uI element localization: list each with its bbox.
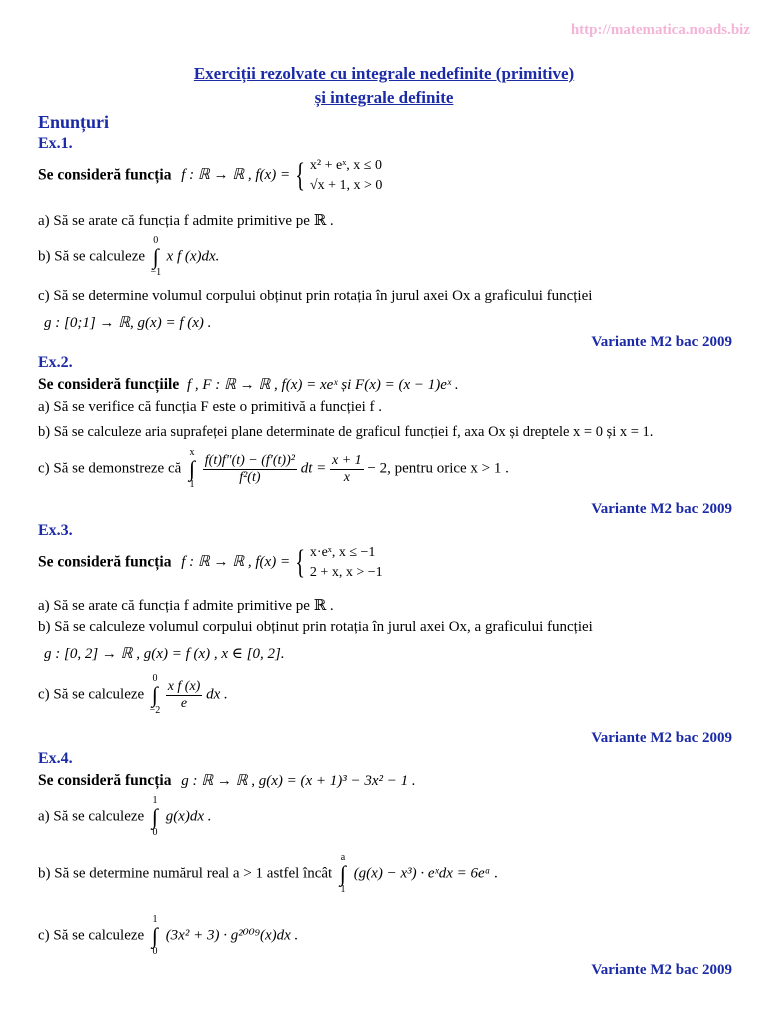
ex4-b-lower: 1 xyxy=(340,884,346,895)
ex2-c-upper: x xyxy=(189,447,195,458)
ex4-a-lower: 0 xyxy=(152,827,158,838)
ex4-b-pre: b) Să se determine numărul real a > 1 astfel încât xyxy=(38,865,333,882)
ex2-fdef: f , F : ℝ → ℝ , f(x) = xeˣ și F(x) = (x − 1)eˣ . xyxy=(186,377,459,393)
ex1-cases xyxy=(310,156,382,196)
ex1-variant: Variante M2 bac 2009 xyxy=(591,334,732,350)
ex1-label: Ex.1. xyxy=(38,135,73,152)
ex3-c-numerator: x f (x) xyxy=(167,678,201,694)
ex2-c-numerator2: x + 1 xyxy=(332,452,362,468)
ex3-lead: Se consideră funcția xyxy=(38,553,172,571)
ex1-lead: Se consideră funcția xyxy=(38,166,172,184)
ex1-b-upper: 0 xyxy=(153,235,159,246)
ex4-b-upper: a xyxy=(340,852,346,863)
ex2-c-fraction xyxy=(203,453,297,486)
ex3-c-lower: −2 xyxy=(149,705,161,716)
source-url[interactable]: http://matematica.noads.biz xyxy=(570,22,750,38)
ex4-label: Ex.4. xyxy=(38,750,73,767)
ex2-label: Ex.2. xyxy=(38,354,73,371)
ex3-variant: Variante M2 bac 2009 xyxy=(591,730,732,746)
ex1-fdef: f : ℝ → ℝ , f(x) = xyxy=(181,167,291,184)
ex4-statement xyxy=(38,771,416,790)
ex3-c-denominator: e xyxy=(180,695,188,711)
ex1-c2: g : [0;1] → ℝ, g(x) = f (x) . xyxy=(44,315,212,331)
ex4-c xyxy=(38,915,298,957)
ex2-statement xyxy=(38,375,459,394)
ex3-c-post: dx . xyxy=(206,686,228,703)
ex3-fdef: f : ℝ → ℝ , f(x) = xyxy=(181,554,291,571)
ex1-b-lower: −1 xyxy=(150,267,162,278)
integral-icon: a ∫ 1 xyxy=(336,853,350,895)
integral-icon: x ∫ 1 xyxy=(185,448,199,490)
integral-icon: 1 ∫ 0 xyxy=(148,915,162,957)
ex3-c-pre: c) Să se calculeze xyxy=(38,686,145,703)
ex4-fdef: g : ℝ → ℝ , g(x) = (x + 1)³ − 3x² − 1 . xyxy=(181,773,416,789)
ex3-cases xyxy=(310,543,383,583)
ex2-c-lower: 1 xyxy=(189,479,195,490)
ex2-c-denominator2: x xyxy=(343,469,350,485)
ex3-b1: b) Să se calculeze volumul corpului obținut prin rotația în jurul axei Ox, a graficului funcției xyxy=(38,619,593,635)
ex1-b-integrand: x f (x)dx. xyxy=(166,248,220,265)
ex4-c-upper: 1 xyxy=(152,914,158,925)
ex4-a xyxy=(38,796,212,838)
ex2-c-denominator: f²(t) xyxy=(239,469,261,485)
ex3-case2: 2 + x, x > −1 xyxy=(309,565,383,580)
ex4-a-integrand: g(x)dx . xyxy=(165,808,212,825)
brace-icon: { xyxy=(295,544,305,581)
ex2-c-mid: dt = xyxy=(300,460,327,477)
ex2-c-post: − 2, pentru orice x > 1 . xyxy=(367,460,509,477)
ex4-a-upper: 1 xyxy=(152,795,158,806)
integral-icon: 0 ∫ −2 xyxy=(149,673,161,716)
ex4-c-pre: c) Să se calculeze xyxy=(38,927,145,944)
ex3-label: Ex.3. xyxy=(38,522,73,539)
ex4-lead: Se consideră funcția xyxy=(38,772,172,789)
ex1-a: a) Să se arate că funcția f admite primitive pe ℝ . xyxy=(38,213,334,229)
brace-icon: { xyxy=(295,157,305,194)
ex4-c-lower: 0 xyxy=(152,946,158,957)
ex4-b xyxy=(38,853,498,895)
ex2-c-numerator: f(t)f″(t) − (f′(t))² xyxy=(204,452,295,468)
ex1-c1: c) Să se determine volumul corpului obținut prin rotația în jurul axei Ox a graficului funcției xyxy=(38,288,593,304)
ex1-b xyxy=(38,236,219,278)
ex3-c-upper: 0 xyxy=(152,673,158,684)
ex4-b-integrand: (g(x) − x³) · eˣdx = 6eᵃ . xyxy=(353,865,499,882)
ex1-b-pre: b) Să se calculeze xyxy=(38,248,146,265)
ex3-case1: x·eˣ, x ≤ −1 xyxy=(309,545,376,560)
section-heading: Enunțuri xyxy=(38,112,110,132)
ex4-c-integrand: (3x² + 3) · g²⁰⁰⁹(x)dx . xyxy=(165,927,299,944)
ex2-variant: Variante M2 bac 2009 xyxy=(591,501,732,517)
integral-icon: 0 ∫ −1 xyxy=(150,235,162,278)
ex4-a-pre: a) Să se calculeze xyxy=(38,808,145,825)
ex3-statement xyxy=(38,543,383,583)
ex3-b2: g : [0, 2] → ℝ , g(x) = f (x) , x ∈ [0, 2]. xyxy=(44,646,285,662)
ex2-a: a) Să se verifice că funcția F este o primitivă a funcției f . xyxy=(38,399,383,415)
ex3-a: a) Să se arate că funcția f admite primitive pe ℝ . xyxy=(38,598,334,614)
page-title-line2: și integrale definite xyxy=(314,88,454,107)
ex2-b: b) Să se calculeze aria suprafeței plane determinate de graficul funcției f, axa Ox și dreptele x = 0 și x = 1. xyxy=(38,424,654,440)
integral-icon: 1 ∫ 0 xyxy=(148,796,162,838)
ex3-c xyxy=(38,674,228,716)
ex2-c-fraction2 xyxy=(330,453,364,486)
ex1-statement xyxy=(38,156,382,196)
ex2-c-pre: c) Să se demonstreze că xyxy=(38,460,182,477)
ex3-c-fraction xyxy=(166,679,203,712)
ex4-variant: Variante M2 bac 2009 xyxy=(591,962,732,978)
ex1-case1: x² + eˣ, x ≤ 0 xyxy=(309,158,382,173)
ex2-c xyxy=(38,448,509,490)
ex1-case2: √x + 1, x > 0 xyxy=(309,178,383,193)
page-title-line1: Exerciții rezolvate cu integrale nedefinite (primitive) xyxy=(193,64,575,83)
ex2-lead: Se consideră funcțiile xyxy=(38,376,180,393)
